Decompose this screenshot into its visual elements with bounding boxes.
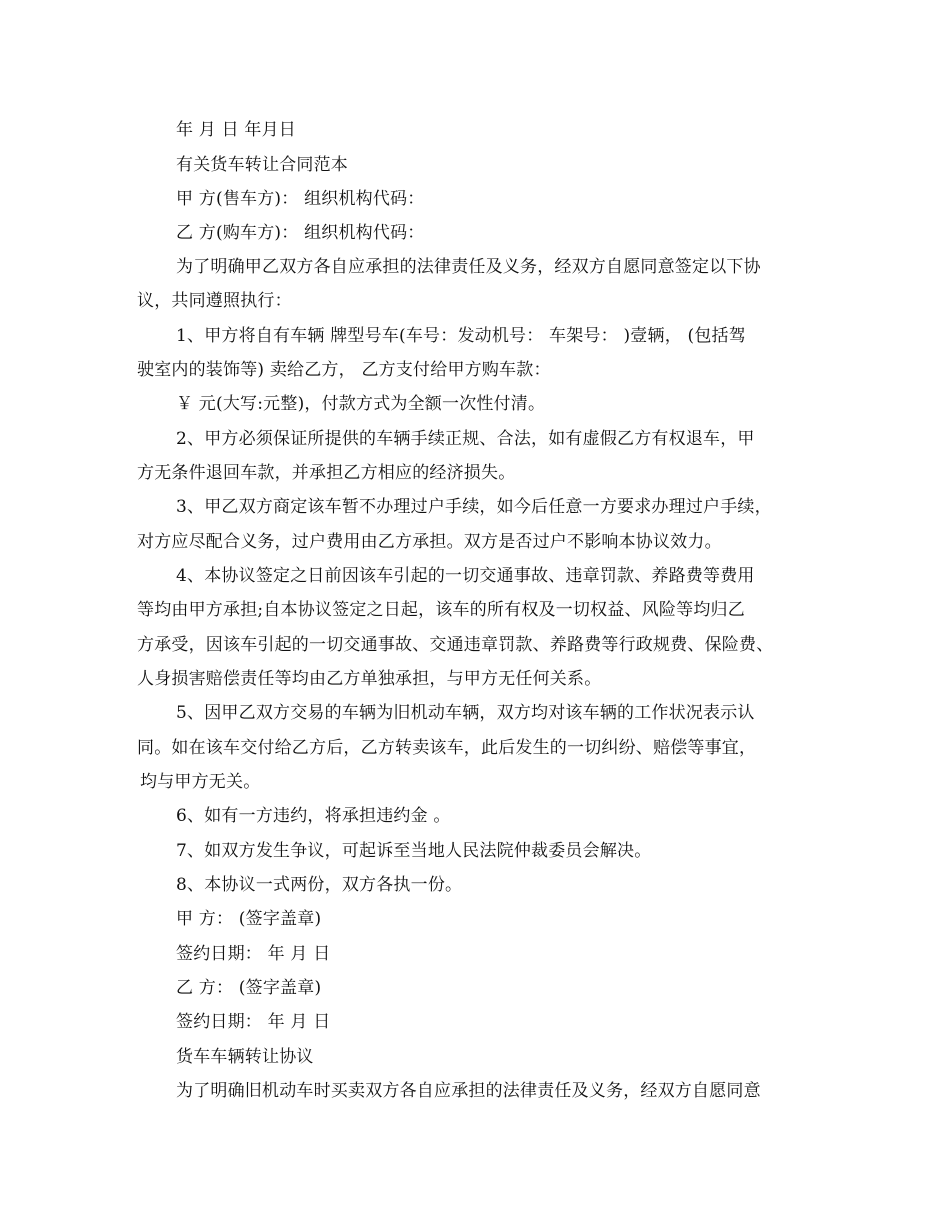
clause-5-line-1: 5、因甲乙双方交易的车辆为旧机动车辆，双方均对该车辆的工作状况表示认 [176, 703, 755, 723]
party-b-sign-date: 签约日期： 年 月 日 [176, 1012, 331, 1032]
clause-2-line-2: 方无条件退回车款，并承担乙方相应的经济损失。 [137, 463, 516, 483]
clause-1-line-3: ￥ 元(大写:元整)，付款方式为全额一次性付清。 [176, 394, 546, 414]
document-title: 有关货车转让合同范本 [176, 155, 348, 175]
clause-6: 6、如有一方违约，将承担违约金 。 [176, 806, 451, 826]
clause-3-line-2: 对方应尽配合义务，过户费用由乙方承担。双方是否过户不影响本协议效力。 [137, 532, 722, 552]
clause-1-line-2: 驶室内的装饰等) 卖给乙方， 乙方支付给甲方购车款： [137, 360, 551, 380]
clause-2-line-1: 2、甲方必须保证所提供的车辆手续正规、合法，如有虚假乙方有权退车，甲 [176, 429, 755, 449]
date-line: 年 月 日 年月日 [176, 120, 297, 140]
party-b-signature: 乙 方： (签字盖章) [176, 978, 322, 998]
preamble-line-2: 议，共同遵照执行： [137, 291, 292, 311]
second-agreement-preamble: 为了明确旧机动车时买卖双方各自应承担的法律责任及义务，经双方自愿同意 [176, 1081, 761, 1101]
clause-5-line-3: 均与甲方无关。 [140, 772, 261, 792]
clause-7: 7、如双方发生争议，可起诉至当地人民法院仲裁委员会解决。 [176, 841, 652, 861]
clause-4-line-2: 等均由甲方承担;自本协议签定之日起，该车的所有权及一切权益、风险等均归乙 [137, 600, 745, 620]
clause-4-line-3: 方承受，因该车引起的一切交通事故、交通违章罚款、养路费等行政规费、保险费、 [137, 635, 774, 655]
clause-4-line-4: 人身损害赔偿责任等均由乙方单独承担，与甲方无任何关系。 [137, 669, 602, 689]
clause-4-line-1: 4、本协议签定之日前因该车引起的一切交通事故、违章罚款、养路费等费用 [176, 566, 755, 586]
clause-3-line-1: 3、甲乙双方商定该车暂不办理过户手续，如今后任意一方要求办理过户手续， [176, 497, 772, 517]
clause-5-line-2: 同。如在该车交付给乙方后，乙方转卖该车，此后发生的一切纠纷、赔偿等事宜， [137, 738, 757, 758]
party-a-signature: 甲 方： (签字盖章) [176, 909, 322, 929]
party-a-line: 甲 方(售车方)： 组织机构代码： [176, 189, 425, 209]
clause-1-line-1: 1、甲方将自有车辆 牌型号车(车号：发动机号： 车架号： )壹辆， (包括驾 [176, 326, 746, 346]
clause-8: 8、本协议一式两份，双方各执一份。 [176, 875, 463, 895]
party-b-line: 乙 方(购车方)： 组织机构代码： [176, 223, 425, 243]
second-agreement-title: 货车车辆转让协议 [176, 1047, 314, 1067]
preamble-line-1: 为了明确甲乙双方各自应承担的法律责任及义务，经双方自愿同意签定以下协 [176, 257, 761, 277]
party-a-sign-date: 签约日期： 年 月 日 [176, 944, 331, 964]
